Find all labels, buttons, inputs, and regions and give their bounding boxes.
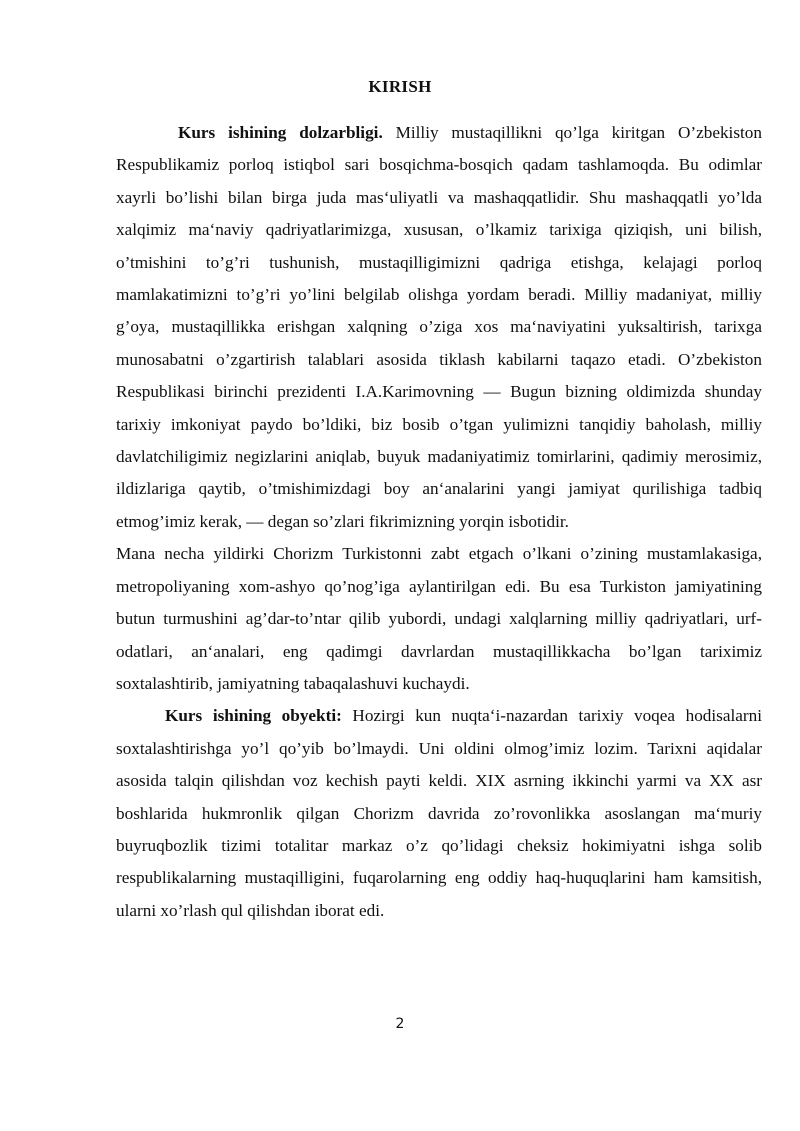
paragraph-object bbox=[116, 700, 762, 927]
page-number: 2 bbox=[395, 1016, 405, 1032]
relevance-heading: Kurs ishining dolzarbligi. bbox=[178, 123, 383, 142]
object-heading: Kurs ishining obyekti: bbox=[165, 706, 342, 726]
history-text: Mana necha yildirki Chorizm Turkistonni zabt etgach o’lkani o’zining mustamlakasiga, metropoliyaning xom-ashyo qo’nog’iga aylantirilgan edi. Bu esa Turkiston jamiyatining butun turmushini ag’dar-to’ntar qilib yubordi, undagi xalqlarning milliy qadriyatlari, urf-odatlari, an‘analari, eng qadimgi davrlardan mustaqillikkacha bo’lgan tariximiz soxtalashtirib, jamiyatning tabaqalashuvi kuchaydi. bbox=[116, 544, 762, 693]
paragraph-history bbox=[116, 538, 762, 700]
object-text: Hozirgi kun nuqta‘i-nazardan tarixiy voqea hodisalarni soxtalashtirishga yo’l qo’yib bo’lmaydi. Uni oldini olmog’imiz lozim. Tarixni aqidalar asosida talqin qilishdan voz kechish payti keldi. XIX asrning ikkinchi yarmi va XX asr boshlarida hukmronlik qilgan Chorizm davrida zo’rovonlikka asoslangan ma‘muriy buyruqbozlik tizimi totalitar markaz o’z qo’lidagi cheksiz hokimiyatni ishga solib respublikalarning mustaqilligini, fuqarolarning eng oddiy haq-huquqlarini ham kamsitish, ularni xo’rlash qul qilishdan iborat edi. bbox=[116, 706, 762, 920]
page-title: KIRISH bbox=[368, 77, 432, 96]
document-body bbox=[116, 117, 762, 927]
paragraph-relevance bbox=[116, 117, 762, 538]
relevance-text: Milliy mustaqillikni qo’lga kiritgan O’zbekiston Respublikamiz porloq istiqbol sari bosqichma-bosqich qadam tashlamoqda. Bu odimlar xayrli bo’lishi bilan birga juda mas‘uliyatli va mashaqqatlidir. Shu mashaqqatli yo’lda xalqimiz ma‘naviy qadriyatlarimizga, xususan, o’lkamiz tarixiga qiziqish, uni bilish, o’tmishini to’g’ri tushunish, mustaqilligimizni qadriga etishga, kelajagi porloq mamlakatimizni to’g’ri yo’lini belgilab olishga yordam beradi. Milliy madaniyat, milliy g’oya, mustaqillikka erishgan xalqning o’ziga xos ma‘naviyatini yuksaltirish, tarixga munosabatni o’zgartirish talablari asosida tiklash kabilarni taqazo etadi. O’zbekiston Respublikasi birinchi prezidenti I.A.Karimovning — Bugun bizning oldimizda shunday tarixiy imkoniyat paydo bo’ldiki, biz bosib o’tgan yulimizni tanqidiy baholash, milliy davlatchiligimiz negizlarini aniqlab, buyuk madaniyatimiz tomirlarini, qadimiy merosimiz, ildizlariga qaytib, o’tmishimizdagi boy an‘analarini yangi jamiyat qurilishiga tadbiq etmog’imiz kerak, — degan so’zlari fikrimizning yorqin isbotidir. bbox=[116, 123, 762, 531]
